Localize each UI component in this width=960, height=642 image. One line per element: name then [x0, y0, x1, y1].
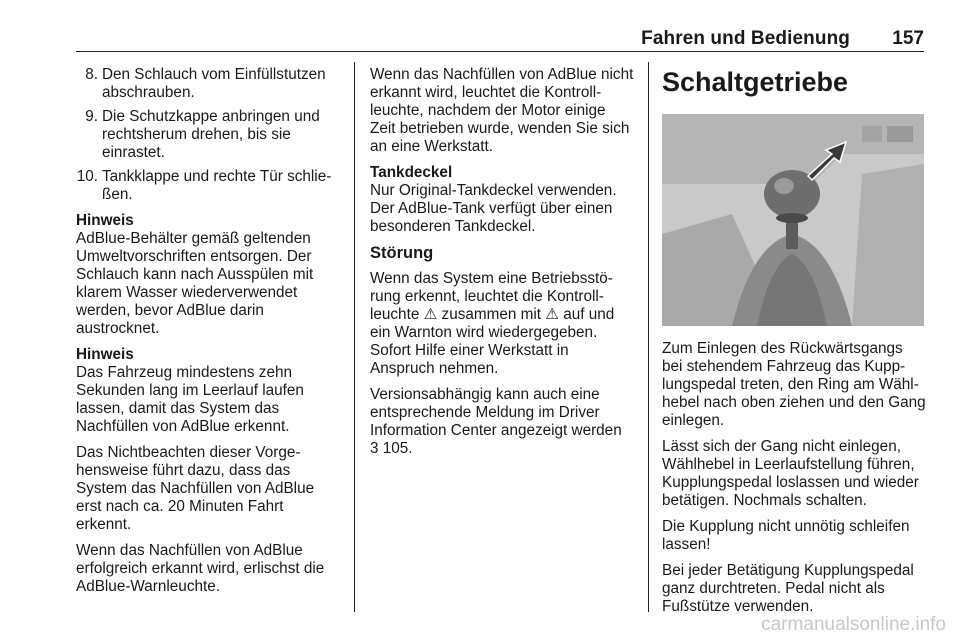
column-2 — [370, 66, 634, 466]
note-text: Das Fahrzeug mindestens zehn Sekunden lang im Leerlauf laufen lassen, damit das System das Nachfüllen von AdBlue erkennt. — [76, 364, 304, 435]
page-number: 157 — [892, 28, 924, 49]
paragraph: Versionsabhängig kann auch eine entsprechende Meldung im Driver Information Center angezeigt werden 3 105. — [370, 386, 622, 457]
note-title: Hinweis — [76, 346, 134, 363]
paragraph: Bei jeder Betätigung Kupplungspedal ganz durchtreten. Pedal nicht als Fußstütze verwenden. — [662, 562, 914, 615]
warning-light-icon: ⚠︎ — [423, 306, 438, 323]
list-item: 8. Den Schlauch vom Einfüllstutzen abschrauben. — [85, 66, 326, 101]
column-divider-2 — [648, 62, 649, 612]
note-text: AdBlue-Behälter gemäß geltenden Umweltvorschriften entsorgen. Der Schlauch kann nach Ausspülen mit klarem Wasser wiederverwendet werden, bevor AdBlue darin austrocknet. — [76, 230, 314, 337]
gear-lever-image — [662, 114, 924, 326]
section-title-schaltgetriebe: Schaltgetriebe — [662, 67, 849, 97]
column-1 — [76, 66, 338, 604]
paragraph: Wenn das System eine Betriebsstö- rung erkennt, leuchtet die Kontroll- leuchte ⚠︎ zusammen mit ⚠︎ auf und ein Warnton wird wiedergegeben. Sofort Hilfe einer Werkstatt in Anspruch nehmen. — [370, 270, 615, 377]
header-rule — [76, 51, 924, 52]
section-heading-tankdeckel: Tankdeckel — [370, 164, 453, 181]
engine-warning-icon: ⚠︎ — [545, 306, 559, 323]
column-divider-1 — [354, 62, 355, 612]
paragraph: Das Nichtbeachten dieser Vorge- hensweise führt dazu, dass das System das Nachfüllen von AdBlue erst nach ca. 20 Minuten Fahrt erkennt. — [76, 444, 315, 533]
paragraph: Nur Original-Tankdeckel verwenden. Der AdBlue-Tank verfügt über einen besonderen Tankdeckel. — [370, 182, 617, 235]
step-list — [76, 66, 338, 204]
paragraph: Wenn das Nachfüllen von AdBlue erfolgreich erkannt wird, erlischst die AdBlue-Warnleuchte. — [76, 542, 325, 595]
page-reference: 3 105. — [370, 440, 413, 457]
paragraph: Zum Einlegen des Rückwärtsgangs bei stehendem Fahrzeug das Kupp- lungspedal treten, den Ring am Wähl- hebel nach oben ziehen und den Gang einlegen. — [662, 340, 926, 429]
paragraph: Die Kupplung nicht unnötig schleifen lassen! — [662, 518, 910, 553]
header-title: Fahren und Bedienung — [641, 28, 850, 49]
gear-lever-illustration — [662, 114, 924, 326]
paragraph: Wenn das Nachfüllen von AdBlue nicht erkannt wird, leuchtet die Kontroll- leuchte, nachdem der Motor einige Zeit betrieben wurde, wenden Sie sich an eine Werkstatt. — [370, 66, 634, 155]
section-heading-stoerung: Störung — [370, 244, 434, 262]
watermark: carmanualsonline.info — [761, 614, 946, 635]
paragraph: Lässt sich der Gang nicht einlegen, Wählhebel in Leerlaufstellung führen, Kupplungspedal loslassen und wieder betätigen. Nochmals schalten. — [662, 438, 919, 509]
list-item: 9. Die Schutzkappe anbringen und rechtsherum drehen, bis sie einrastet. — [85, 108, 320, 161]
list-item: 10. Tankklappe und rechte Tür schlie- ßen. — [76, 168, 332, 203]
note-title: Hinweis — [76, 212, 134, 229]
column-3 — [662, 66, 926, 624]
